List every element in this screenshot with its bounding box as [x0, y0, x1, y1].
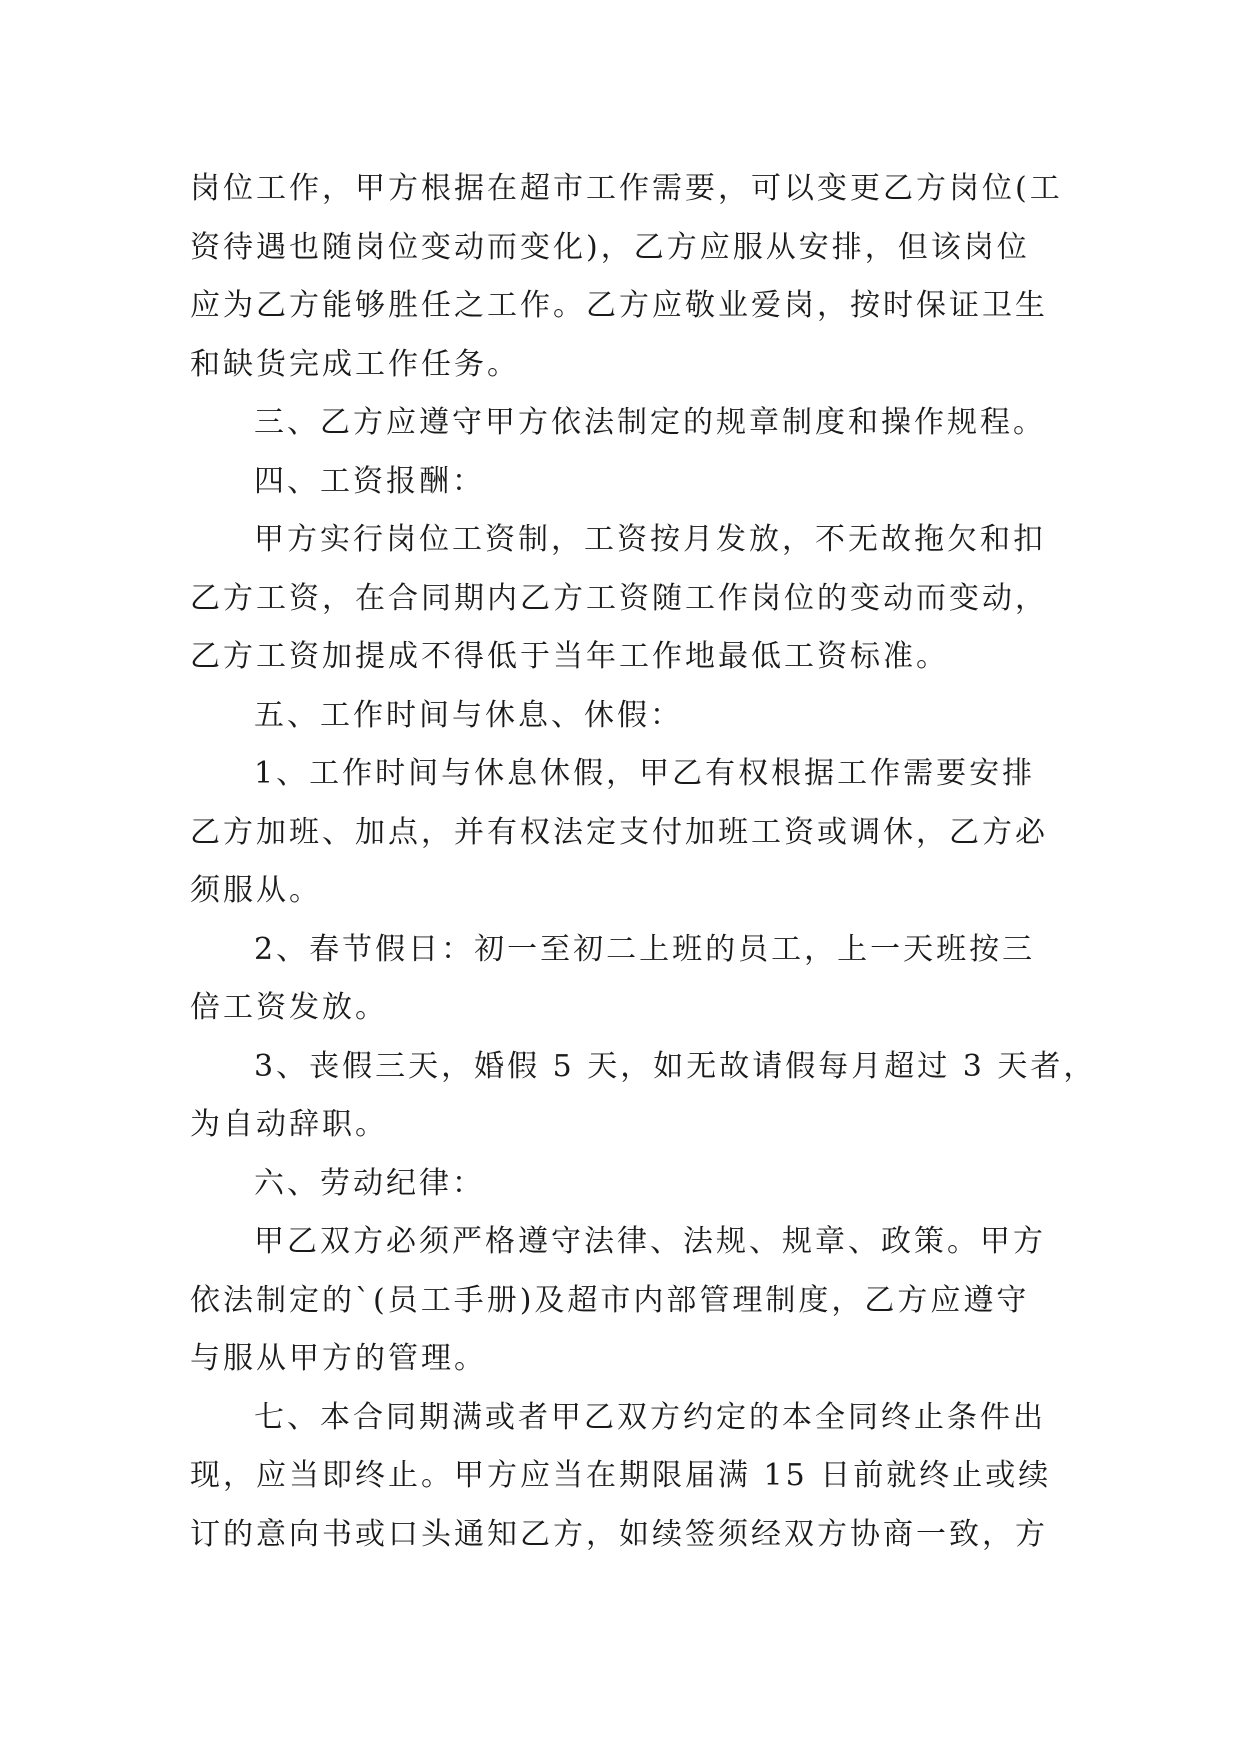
text-line: 资待遇也随岗位变动而变化)，乙方应服从安排，但该岗位	[190, 229, 1030, 265]
text-line: 岗位工作，甲方根据在超市工作需要，可以变更乙方岗位(工	[190, 171, 1063, 206]
text-line: 3、丧假三天，婚假 5 天，如无故请假每月超过 3 天者，	[254, 1048, 1097, 1084]
section-heading-7: 七、本合同期满或者甲乙双方约定的本全同终止条件出	[254, 1399, 1046, 1435]
text-line: 甲乙双方必须严格遵守法律、法规、规章、政策。甲方	[254, 1224, 1046, 1259]
section-heading-3: 三、乙方应遵守甲方依法制定的规章制度和操作规程。	[254, 405, 1046, 440]
text-line: 和缺货完成工作任务。	[190, 346, 520, 382]
section-heading-4: 四、工资报酬：	[254, 463, 485, 499]
text-line: 乙方工资加提成不得低于当年工作地最低工资标准。	[190, 639, 949, 674]
document-body	[190, 160, 1097, 1564]
text-line: 现，应当即终止。甲方应当在期限届满 15 日前就终止或续	[190, 1458, 1052, 1493]
text-line: 乙方加班、加点，并有权法定支付加班工资或调休，乙方必	[190, 814, 1048, 850]
text-line: 为自动辞职。	[190, 1107, 388, 1142]
text-line: 订的意向书或口头通知乙方，如续签须经双方协商一致，方	[190, 1516, 1048, 1552]
text-line: 须服从。	[190, 873, 322, 908]
text-line: 依法制定的`(员工手册)及超市内部管理制度，乙方应遵守	[190, 1282, 1030, 1318]
text-line: 倍工资发放。	[190, 990, 388, 1025]
text-line: 甲方实行岗位工资制，工资按月发放，不无故拖欠和扣	[254, 522, 1046, 557]
text-line: 2、春节假日：初一至初二上班的员工，上一天班按三	[254, 931, 1036, 967]
section-heading-5: 五、工作时间与休息、休假：	[254, 697, 683, 733]
text-line: 乙方工资，在合同期内乙方工资随工作岗位的变动而变动，	[190, 580, 1048, 616]
text-line: 与服从甲方的管理。	[190, 1341, 487, 1376]
section-heading-6: 六、劳动纪律：	[254, 1165, 485, 1201]
text-line: 应为乙方能够胜任之工作。乙方应敬业爱岗，按时保证卫生	[190, 288, 1048, 323]
text-line: 1、工作时间与休息休假，甲乙有权根据工作需要安排	[254, 756, 1036, 791]
